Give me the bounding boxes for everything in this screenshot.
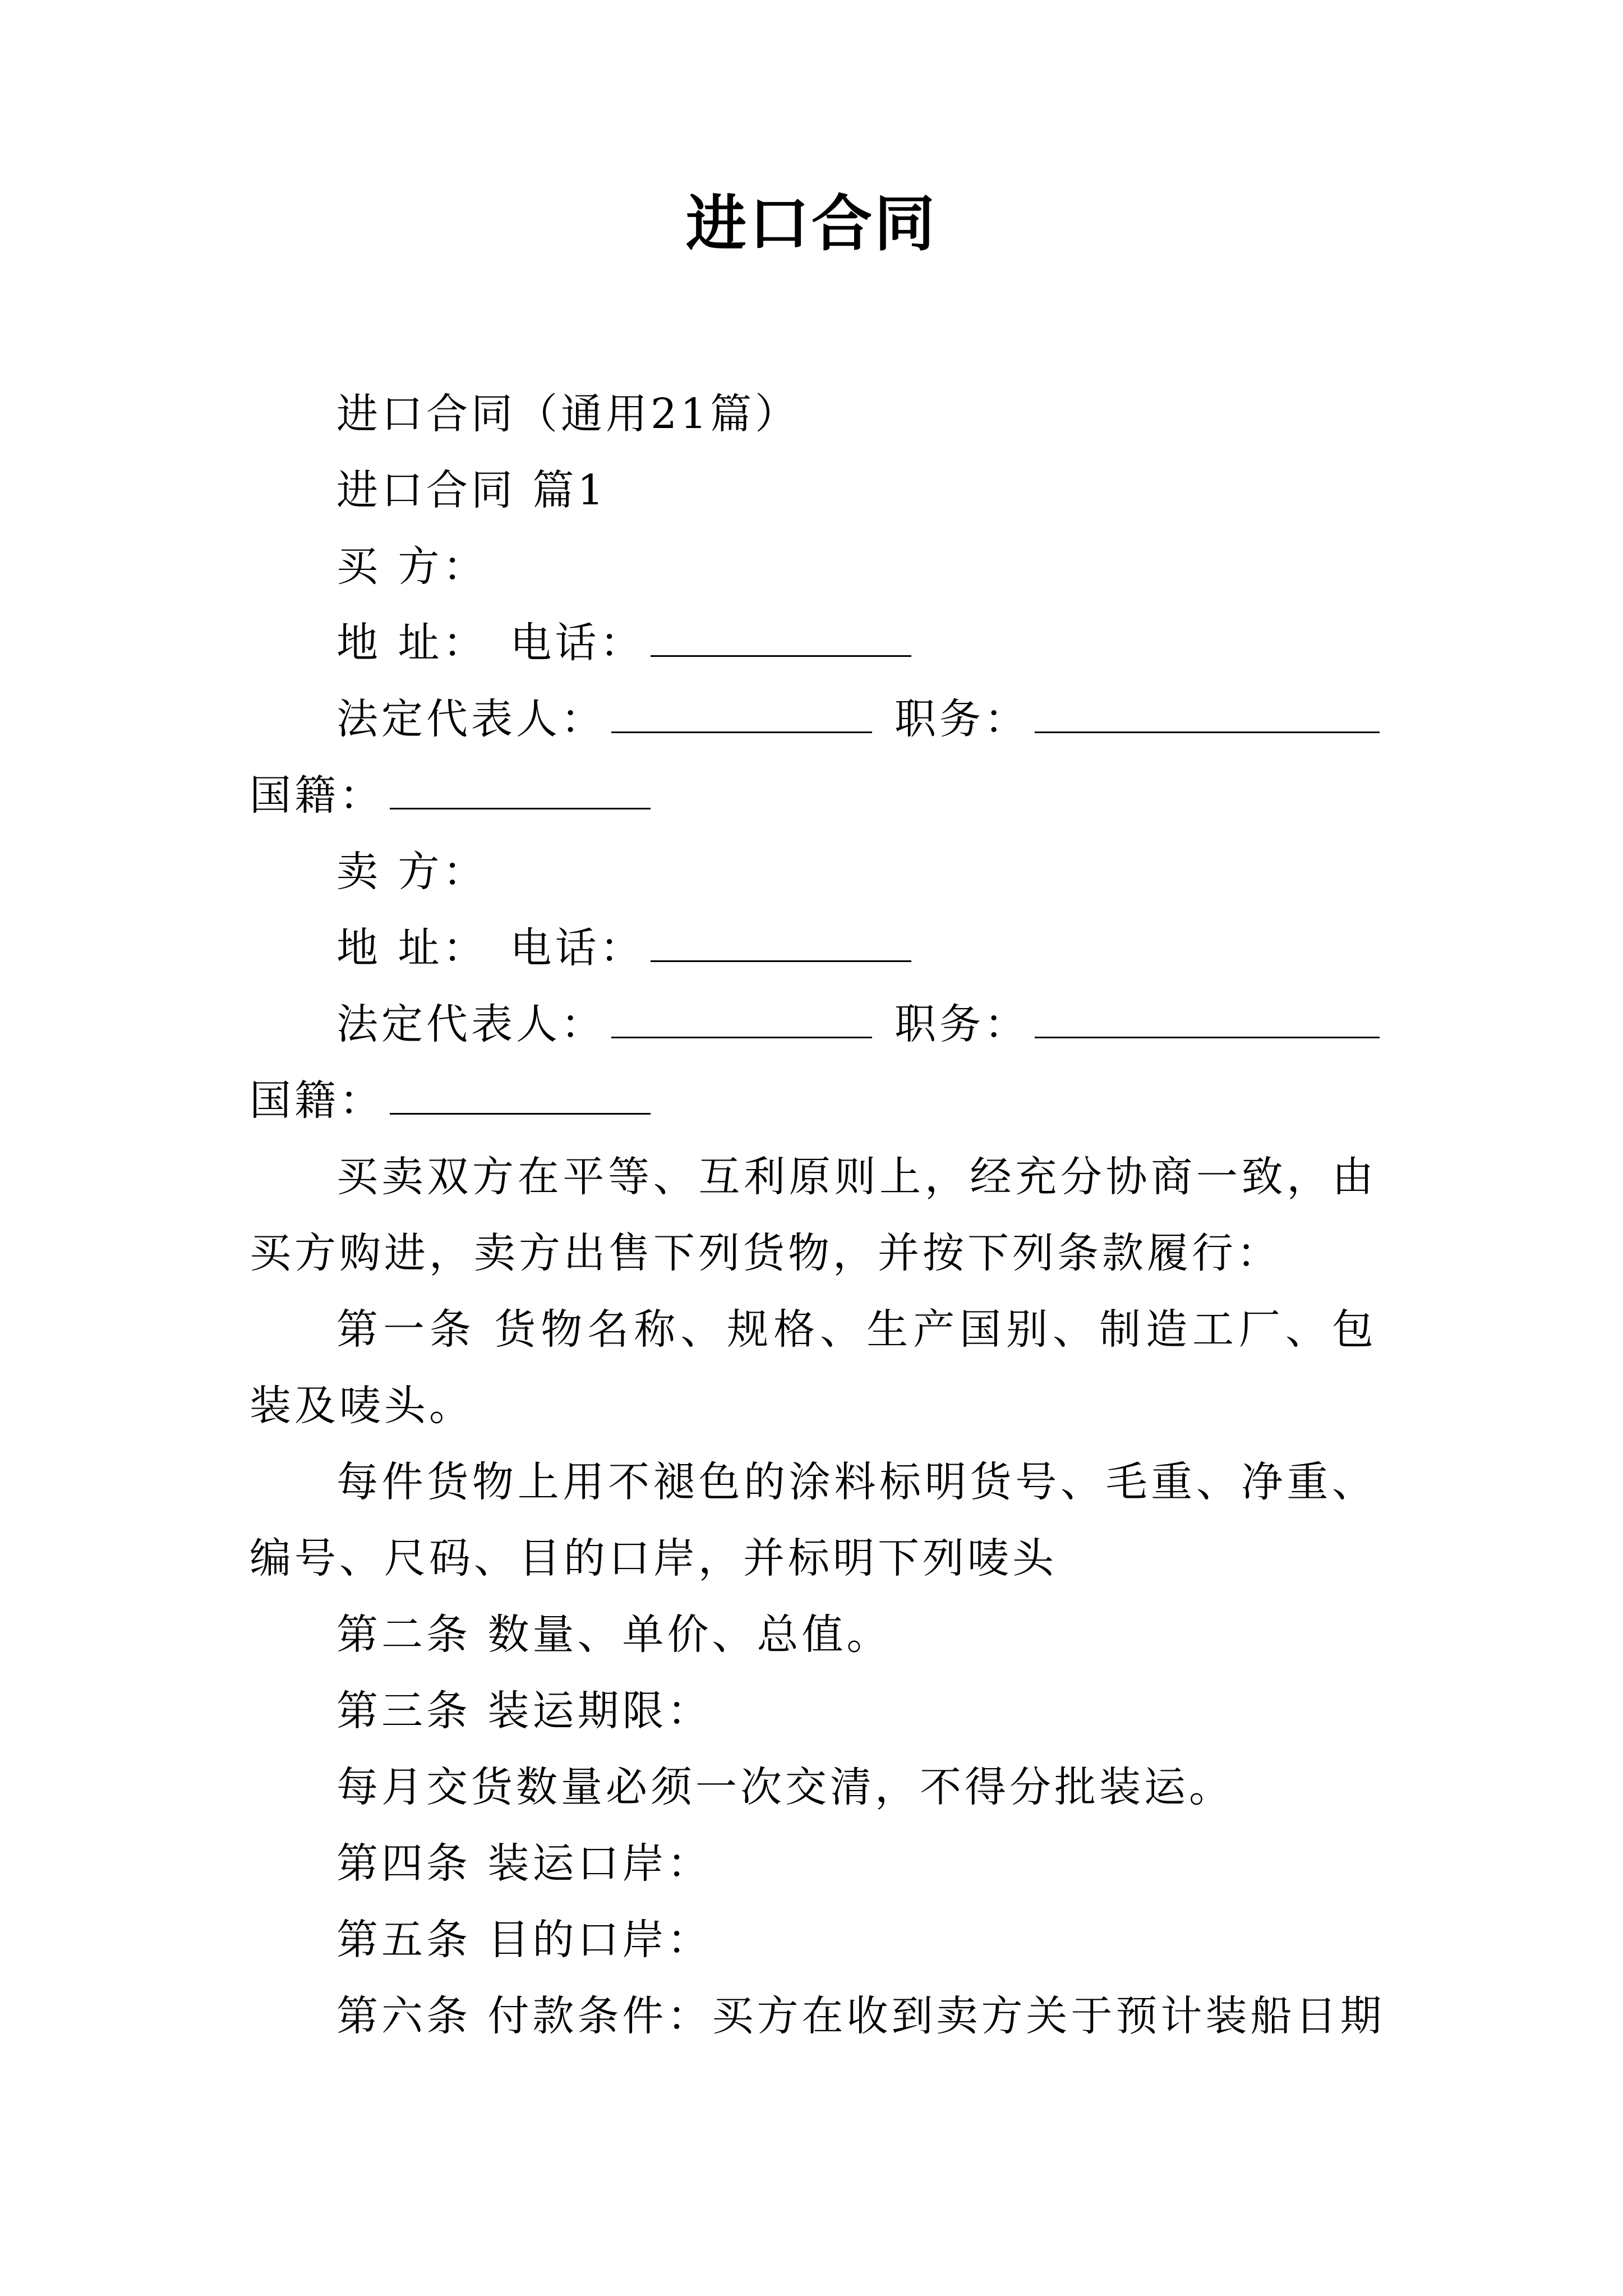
seller-rep-line	[250, 986, 1377, 1062]
buyer-position-label: 职务：	[895, 695, 1029, 743]
article-6: 第六条 付款条件：买方在收到卖方关于预计装船日期	[336, 1992, 1385, 2040]
seller-nationality-label: 国籍：	[250, 1076, 384, 1125]
seller-nationality-blank	[390, 1079, 651, 1115]
buyer-legal-rep-blank	[611, 698, 872, 733]
seller-phone-blank	[651, 927, 911, 962]
document-title: 进口合同	[685, 188, 937, 259]
article-2: 第二条 数量、单价、总值。	[336, 1611, 892, 1659]
article-3: 第三条 装运期限：	[336, 1687, 712, 1735]
seller-position-blank	[1035, 1003, 1380, 1038]
buyer-position-blank	[1035, 698, 1380, 733]
seller-address-line	[250, 910, 1377, 986]
article-5: 第五条 目的口岸：	[336, 1916, 712, 1964]
buyer-address-label: 地 址：	[336, 619, 488, 667]
subtitle-line: 进口合同（通用21篇）	[336, 390, 800, 438]
seller-nationality-line	[250, 1062, 1377, 1139]
buyer-nationality-blank	[390, 774, 651, 809]
buyer-legal-rep-label: 法定代表人：	[336, 695, 606, 743]
article-1: 第一条 货物名称、规格、生产国别、制造工厂、包装及唛头。	[250, 1305, 1377, 1430]
article-4: 第四条 装运口岸：	[336, 1839, 712, 1888]
buyer-phone-label: 电话：	[510, 619, 645, 667]
seller-legal-rep-blank	[611, 1003, 872, 1038]
seller-phone-label: 电话：	[510, 924, 645, 972]
section-heading: 进口合同 篇1	[336, 466, 607, 514]
buyer-nationality-line	[250, 757, 1377, 834]
buyer-rep-line	[250, 681, 1377, 757]
seller-address-label: 地 址：	[336, 924, 488, 972]
buyer-line: 买 方：	[336, 542, 488, 591]
intro-paragraph: 买卖双方在平等、互利原则上，经充分协商一致，由买方购进，卖方出售下列货物，并按下列条款履行：	[250, 1153, 1377, 1277]
document-body	[250, 376, 1385, 2054]
article-3-detail: 每月交货数量必须一次交清，不得分批装运。	[336, 1763, 1234, 1811]
buyer-phone-blank	[651, 622, 911, 657]
article-1-detail: 每件货物上用不褪色的涂料标明货号、毛重、净重、编号、尺码、目的口岸，并标明下列唛头	[250, 1458, 1377, 1582]
seller-legal-rep-label: 法定代表人：	[336, 1000, 606, 1048]
buyer-address-line	[250, 605, 1377, 681]
seller-position-label: 职务：	[895, 1000, 1029, 1048]
seller-line: 卖 方：	[336, 848, 488, 896]
buyer-nationality-label: 国籍：	[250, 771, 384, 820]
